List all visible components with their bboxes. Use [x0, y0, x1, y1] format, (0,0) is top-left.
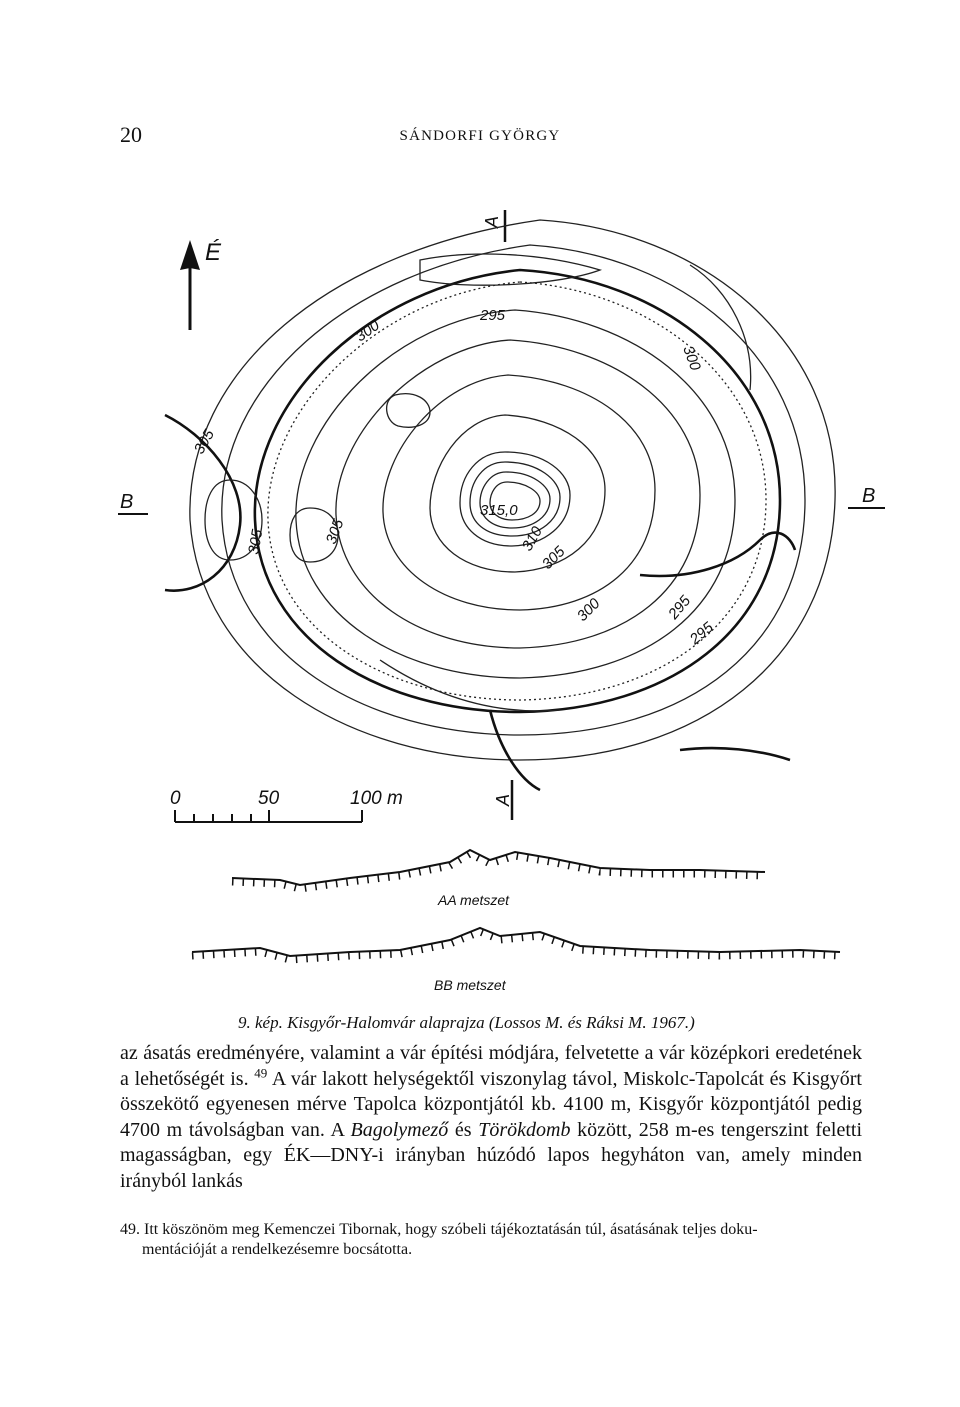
body-text-part: között, 258 m-es tengerszint feletti magasságban, egy ÉK—DNY-i irányban húzódó lapos hegyháton van, amely minden irányból lankás	[120, 1118, 862, 1192]
contour-label: 310	[518, 523, 546, 554]
north-label: É	[205, 239, 222, 266]
north-arrow-icon	[180, 240, 200, 330]
footnote-line: 49. Itt köszönöm meg Kemenczei Tibornak, hogy szóbeli tájékoztatásán túl, ásatásának teljes doku-	[120, 1221, 758, 1238]
site-plan-figure	[0, 190, 960, 1020]
profile-aa-label: AA metszet	[438, 892, 510, 908]
contour-label: 305	[538, 543, 569, 573]
body-paragraph	[120, 1041, 862, 1194]
body-text-part: és	[448, 1118, 479, 1141]
contour-label: 295	[665, 592, 695, 623]
place-name: Törökdomb	[478, 1118, 571, 1141]
body-text-part: az ásatás eredményére, valamint a vár építési módjára, felvetette a vár középkori eredetének a lehetőségét is.	[120, 1042, 862, 1090]
page-number: 20	[120, 122, 142, 147]
footnote	[120, 1220, 862, 1260]
scale-label: 0	[170, 788, 181, 809]
profile-aa	[232, 850, 765, 908]
profile-bb	[192, 928, 840, 993]
place-name: Bagolymező	[350, 1118, 449, 1141]
scale-label: 100 m	[350, 788, 403, 809]
footnote-reference: 49	[254, 1064, 268, 1080]
scale-label: 50	[258, 788, 280, 809]
contour-label: 300	[352, 316, 383, 346]
running-head-author: SÁNDORFI GYÖRGY	[399, 128, 561, 144]
section-b-right-label: B	[862, 485, 876, 507]
contour-label: 295	[686, 618, 717, 649]
footnote-line: mentációját a rendelkezésemre bocsátotta.	[142, 1241, 413, 1258]
contour-label: 300	[679, 343, 704, 373]
contour-label: 295	[480, 307, 506, 324]
contour-label: 315,0	[480, 502, 518, 519]
profile-bb-label: BB metszet	[434, 977, 506, 993]
section-a-top-label: A	[482, 215, 502, 228]
section-a-bottom-label: A	[493, 793, 513, 806]
body-text-part: A vár lakott helységektől viszonylag távol, Miskolc-Tapolcát és Kisgyőrt összekötő egyenesen mérve Tapolca központjától kb. 4100 m, Kisgyőr központjától pedig 4700 m távolságban van. A	[120, 1067, 862, 1141]
scale-bar	[170, 788, 403, 822]
contour-label: 305	[322, 517, 348, 547]
figure-caption: 9. kép. Kisgyőr-Halomvár alaprajza (Lossos M. és Ráksi M. 1967.)	[238, 1013, 695, 1032]
contour-labels	[191, 307, 718, 649]
section-b-left-label: B	[120, 491, 134, 513]
contour-label: 300	[573, 595, 604, 625]
contour-label: 305	[190, 426, 218, 457]
contour-label: 305	[245, 528, 267, 556]
